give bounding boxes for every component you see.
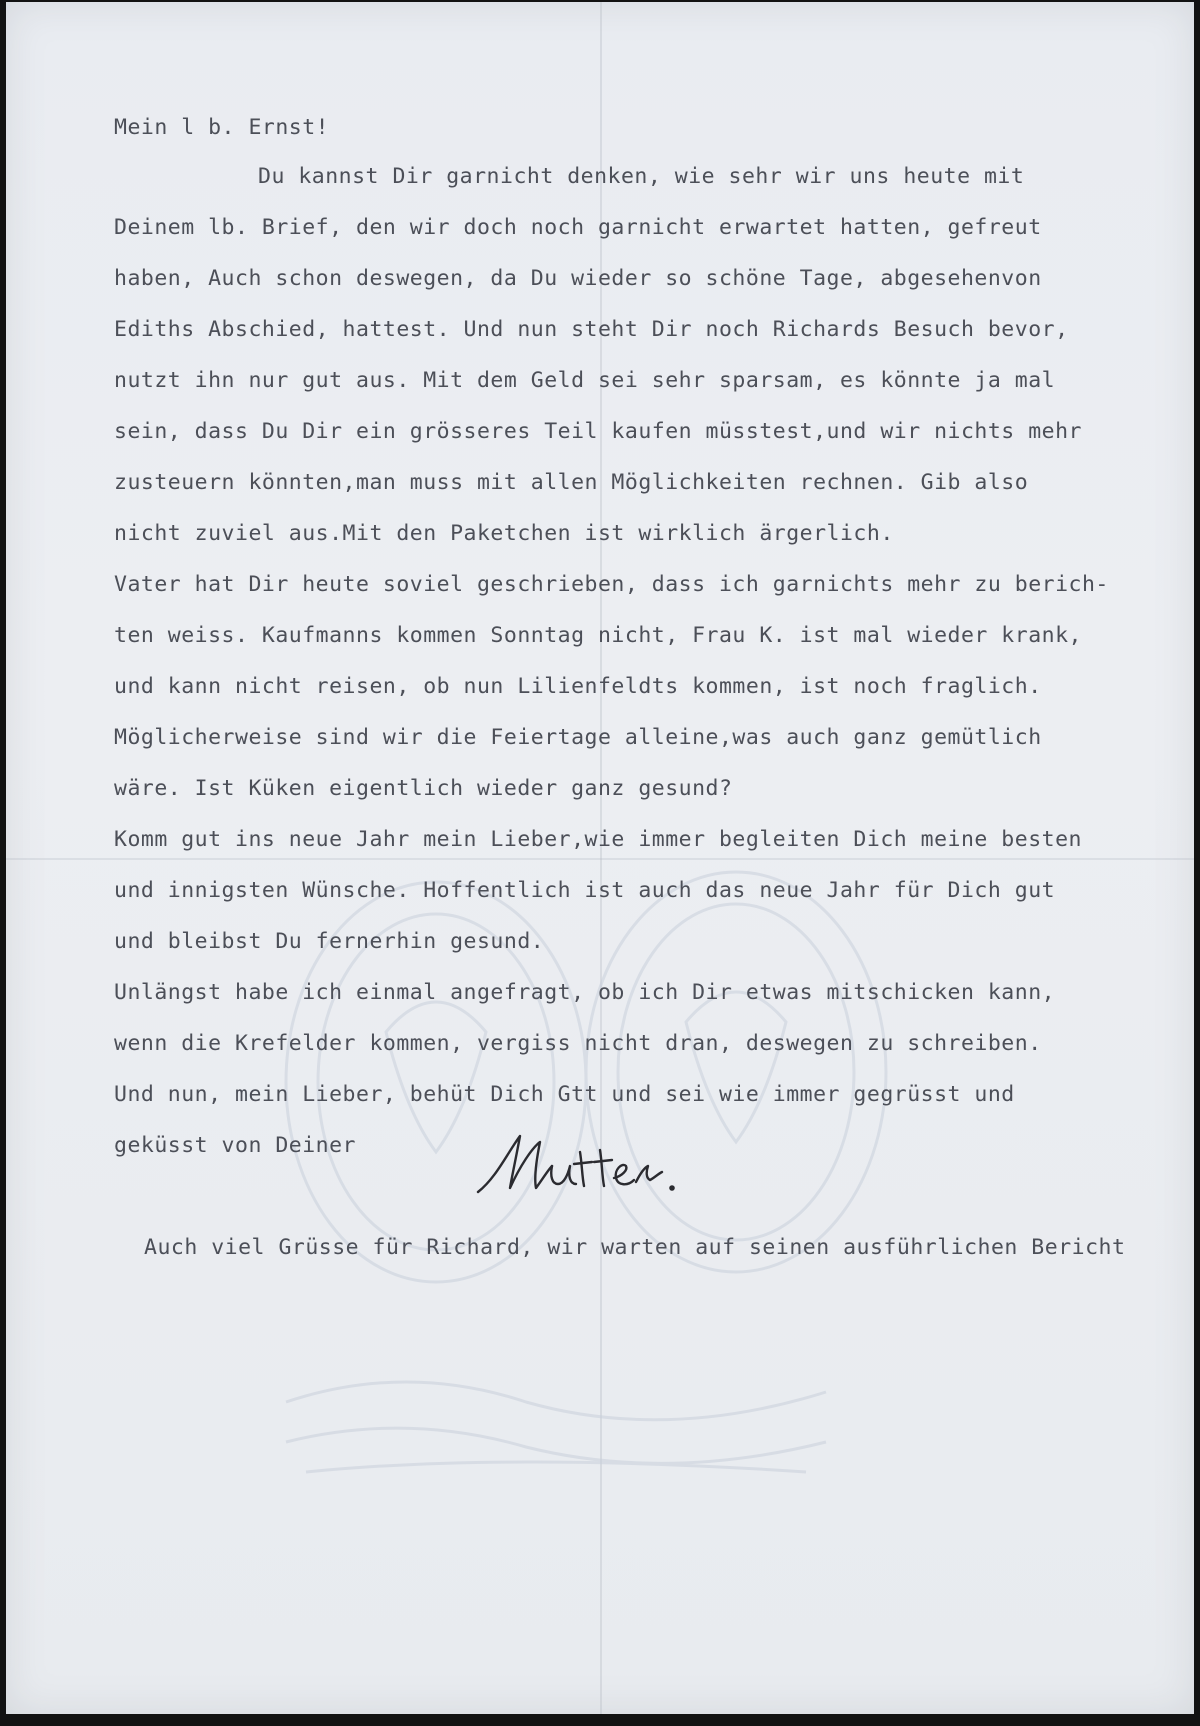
letter-line: ten weiss. Kaufmanns kommen Sonntag nicht, Frau K. ist mal wieder krank, xyxy=(114,623,1082,648)
letter-line: Ediths Abschied, hattest. Und nun steht Dir noch Richards Besuch bevor, xyxy=(114,317,1069,342)
letter-line: nicht zuviel aus.Mit den Paketchen ist wirklich ärgerlich. xyxy=(114,521,894,546)
letter-line: zusteuern könnten,man muss mit allen Möglichkeiten rechnen. Gib also xyxy=(114,470,1029,495)
letter-line: und innigsten Wünsche. Hoffentlich ist auch das neue Jahr für Dich gut xyxy=(114,878,1056,903)
letter-line: Unlängst habe ich einmal angefragt, ob ich Dir etwas mitschicken kann, xyxy=(114,980,1056,1005)
letter-body xyxy=(6,2,1194,1714)
salutation: Mein l b. Ernst! xyxy=(114,115,330,140)
letter-line: Deinem lb. Brief, den wir doch noch garnicht erwartet hatten, gefreut xyxy=(114,215,1042,240)
letter-line: nutzt ihn nur gut aus. Mit dem Geld sei sehr sparsam, es könnte ja mal xyxy=(114,368,1056,393)
paper-sheet xyxy=(6,2,1194,1714)
letter-line: Du kannst Dir garnicht denken, wie sehr wir uns heute mit xyxy=(258,164,1025,189)
handwritten-signature xyxy=(476,1130,686,1200)
letter-line: und bleibst Du fernerhin gesund. xyxy=(114,929,545,954)
letter-line: Vater hat Dir heute soviel geschrieben, dass ich garnichts mehr zu berich- xyxy=(114,572,1109,597)
letter-line: Möglicherweise sind wir die Feiertage alleine,was auch ganz gemütlich xyxy=(114,725,1042,750)
letter-line: Komm gut ins neue Jahr mein Lieber,wie immer begleiten Dich meine besten xyxy=(114,827,1082,852)
letter-line: sein, dass Du Dir ein grösseres Teil kaufen müsstest,und wir nichts mehr xyxy=(114,419,1082,444)
letter-line: wenn die Krefelder kommen, vergiss nicht dran, deswegen zu schreiben. xyxy=(114,1031,1042,1056)
letter-line: wäre. Ist Küken eigentlich wieder ganz gesund? xyxy=(114,776,733,801)
letter-line: Und nun, mein Lieber, behüt Dich Gtt und sei wie immer gegrüsst und xyxy=(114,1082,1015,1107)
letter-line: und kann nicht reisen, ob nun Lilienfeldts kommen, ist noch fraglich. xyxy=(114,674,1042,699)
letter-line: geküsst von Deiner xyxy=(114,1133,356,1158)
postscript: Auch viel Grüsse für Richard, wir warten auf seinen ausführlichen Bericht xyxy=(144,1235,1126,1260)
letter-line: haben, Auch schon deswegen, da Du wieder so schöne Tage, abgesehenvon xyxy=(114,266,1042,291)
